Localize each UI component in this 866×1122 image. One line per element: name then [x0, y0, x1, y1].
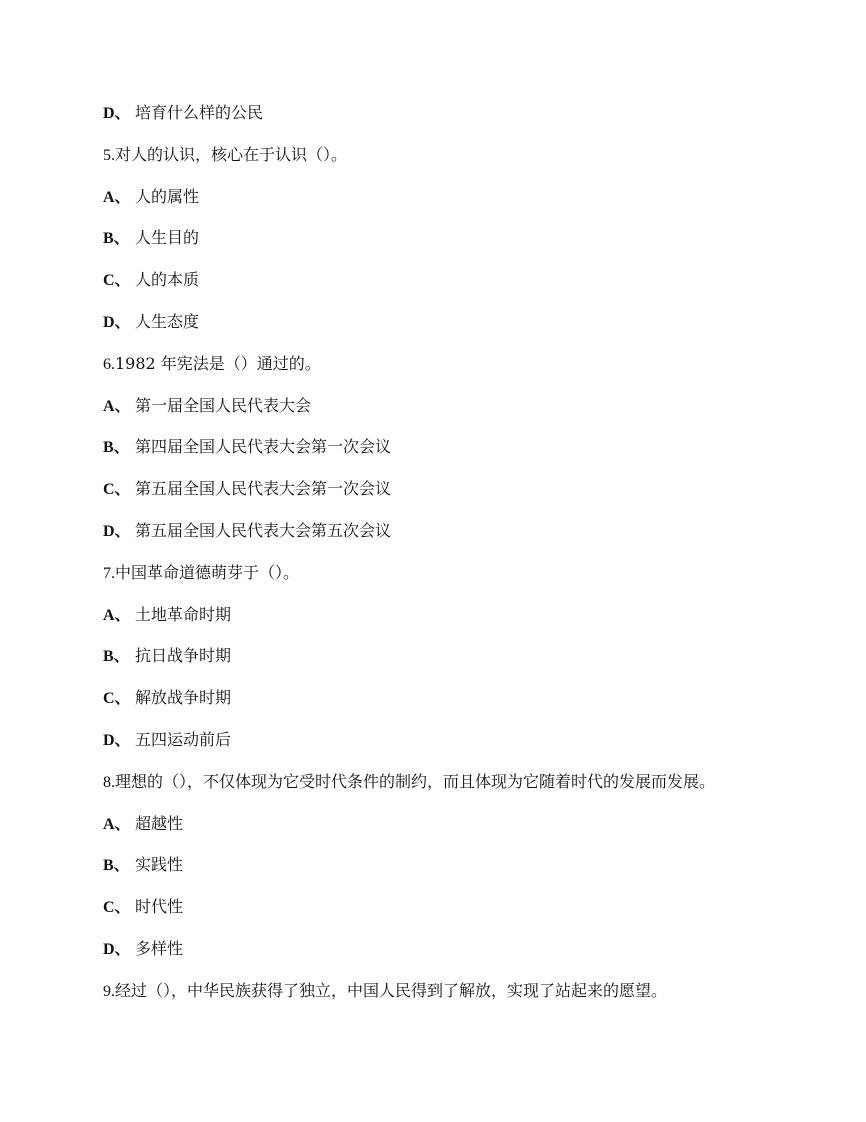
option-d: [103, 937, 843, 979]
question-number: 7.: [103, 564, 115, 582]
option-text: 抗日战争时期: [135, 646, 232, 666]
option-c: [103, 268, 843, 310]
option-letter: B、: [103, 857, 130, 875]
option-text: 人的属性: [135, 186, 200, 206]
option-letter: B、: [103, 439, 130, 457]
question-text: 中国革命道德萌芽于（）。: [115, 562, 300, 582]
option-text: 第五届全国人民代表大会第一次会议: [135, 479, 392, 499]
option-letter: B、: [103, 648, 130, 666]
option-text: 多样性: [135, 938, 184, 958]
question-text: 1982 年宪法是（）通过的。: [115, 353, 321, 373]
option-letter: D、: [103, 105, 131, 122]
option-a: [103, 812, 843, 854]
option-text: 人生目的: [135, 228, 200, 248]
option-text: 超越性: [135, 813, 184, 833]
option-c: [103, 686, 843, 728]
option-a: [103, 394, 843, 436]
option-text: 实践性: [135, 855, 184, 875]
option-text: 解放战争时期: [135, 688, 232, 708]
option-letter: D、: [103, 940, 131, 958]
option-a: [103, 185, 843, 227]
question-number: 5.: [103, 146, 115, 164]
question-6: [103, 352, 843, 394]
option-b: [103, 644, 843, 686]
option-b: [103, 853, 843, 895]
option-text: 土地革命时期: [135, 604, 232, 624]
question-text: 对人的认识，核心在于认识（）。: [115, 144, 348, 164]
option-letter: D、: [103, 522, 131, 540]
question-7: [103, 561, 843, 603]
option-d: [103, 310, 843, 352]
option-letter: A、: [103, 815, 131, 833]
option-b: [103, 435, 843, 477]
option-letter: A、: [103, 188, 131, 206]
question-9: [103, 979, 843, 1021]
question-number: 9.: [103, 982, 115, 1000]
option-d: [103, 728, 843, 770]
option-letter: A、: [103, 606, 131, 624]
option-letter: B、: [103, 230, 130, 248]
option-letter: C、: [103, 899, 131, 917]
question-number: 6.: [103, 355, 115, 373]
option-text: 五四运动前后: [135, 729, 232, 749]
option-letter: C、: [103, 272, 131, 290]
option-letter: C、: [103, 481, 131, 499]
question-text: 经过（），中华民族获得了独立，中国人民得到了解放，实现了站起来的愿望。: [115, 980, 668, 1000]
question-text: 理想的（），不仅体现为它受时代条件的制约，而且体现为它随着时代的发展而发展。: [115, 771, 716, 791]
question-number: 8.: [103, 773, 115, 791]
option-text: 第一届全国人民代表大会: [135, 395, 312, 415]
option-text: 时代性: [135, 897, 184, 917]
question-list: [103, 101, 843, 1021]
option-letter: A、: [103, 397, 131, 415]
option-letter: D、: [103, 313, 131, 331]
option-c: [103, 477, 843, 519]
option-letter: D、: [103, 731, 131, 749]
option-text: 人生态度: [135, 311, 200, 331]
question-5: [103, 143, 843, 185]
option-d: [103, 101, 843, 143]
option-c: [103, 895, 843, 937]
option-letter: C、: [103, 690, 131, 708]
option-text: 第五届全国人民代表大会第五次会议: [135, 520, 392, 540]
option-text: 培育什么样的公民: [135, 103, 264, 122]
option-b: [103, 226, 843, 268]
option-a: [103, 603, 843, 645]
option-text: 第四届全国人民代表大会第一次会议: [135, 437, 392, 457]
option-text: 人的本质: [135, 270, 200, 290]
option-d: [103, 519, 843, 561]
question-8: [103, 770, 843, 812]
